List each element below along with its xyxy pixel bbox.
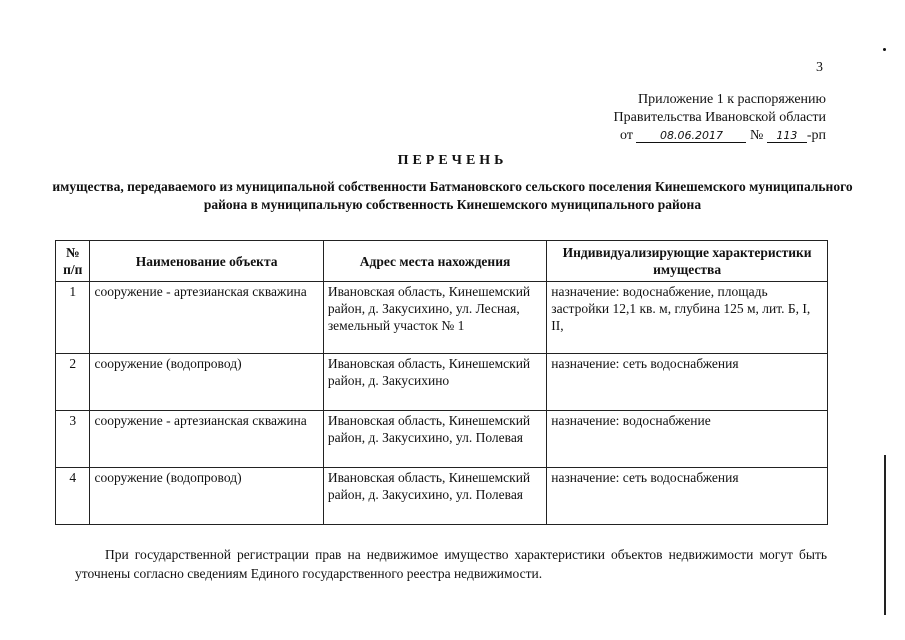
- document-title: ПЕРЕЧЕНЬ: [397, 153, 508, 168]
- header-address: Адрес места нахождения: [323, 241, 546, 282]
- scan-dot: [883, 48, 886, 51]
- number-label: №: [749, 128, 764, 143]
- appendix-line-1: Приложение 1 к распоряжению: [638, 92, 826, 107]
- table-row: [56, 468, 828, 525]
- handwritten-date: 08.06.2017: [636, 129, 746, 143]
- row-characteristics: назначение: водоснабжение: [547, 411, 828, 468]
- row-characteristics: назначение: сеть водоснабжения: [547, 354, 828, 411]
- handwritten-number: 113: [767, 129, 807, 143]
- header-name: Наименование объекта: [90, 241, 323, 282]
- from-label: от: [620, 128, 633, 143]
- row-characteristics: назначение: сеть водоснабжения: [547, 468, 828, 525]
- row-address: Ивановская область, Кинешемский район, д. Закусихино, ул. Полевая: [323, 468, 546, 525]
- document-subtitle: имущества, передаваемого из муниципальной собственности Батмановского сельского поселения Кинешемского муниципального района в муниципальную собственность Кинешемского муниципального района: [52, 179, 853, 212]
- row-characteristics: назначение: водоснабжение, площадь застройки 12,1 кв. м, глубина 125 м, лит. Б, I, II,: [547, 282, 828, 354]
- appendix-header: [614, 91, 826, 145]
- row-num: 2: [56, 354, 90, 411]
- appendix-line-2: Правительства Ивановской области: [613, 110, 826, 125]
- table-row: [56, 282, 828, 354]
- row-num: 4: [56, 468, 90, 525]
- row-num: 1: [56, 282, 90, 354]
- appendix-line-3: [614, 127, 826, 145]
- header-characteristics: Индивидуализирующие характеристики имущества: [547, 241, 828, 282]
- page-number: 3: [816, 60, 823, 75]
- row-name: сооружение (водопровод): [90, 354, 323, 411]
- footnote: При государственной регистрации прав на недвижимое имущество характеристики объектов недвижимости могут быть уточнены согласно сведениям Единого государственного реестра недвижимости.: [75, 547, 827, 581]
- row-address: Ивановская область, Кинешемский район, д. Закусихино, ул. Полевая: [323, 411, 546, 468]
- row-address: Ивановская область, Кинешемский район, д. Закусихино, ул. Лесная, земельный участок № 1: [323, 282, 546, 354]
- row-name: сооружение - артезианская скважина: [90, 411, 323, 468]
- number-suffix: -рп: [806, 128, 826, 143]
- table-header-row: [56, 241, 828, 282]
- row-address: Ивановская область, Кинешемский район, д. Закусихино: [323, 354, 546, 411]
- row-num: 3: [56, 411, 90, 468]
- table-row: [56, 354, 828, 411]
- row-name: сооружение (водопровод): [90, 468, 323, 525]
- header-num: № п/п: [56, 241, 90, 282]
- scan-edge-mark: [884, 455, 886, 615]
- row-name: сооружение - артезианская скважина: [90, 282, 323, 354]
- property-table: [55, 240, 828, 525]
- table-row: [56, 411, 828, 468]
